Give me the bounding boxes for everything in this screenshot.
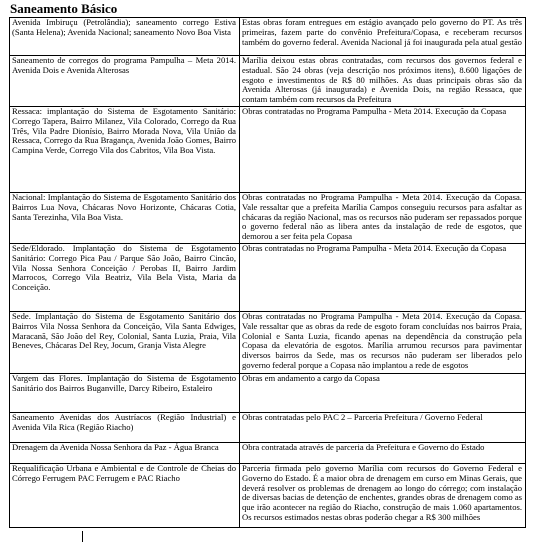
status-cell: Obras contratadas no Programa Pampulha - Meta 2014. Execução da Copasa — [240, 244, 526, 312]
project-cell: Vargem das Flores. Implantação do Sistema de Esgotamento Sanitário dos Bairros Buganville, Darcy Ribeiro, Estaleiro — [10, 374, 240, 413]
project-cell: Ressaca: implantação do Sistema de Esgotamento Sanitário: Corrego Tapera, Bairro Milanez, Vila Colorado, Corrego da Rua Três, Vila Padre Dionísio, Bairro Morada Nova, Vila União da Ressaca, Corrego da Rua Bragança, Avenida João Gomes, Bairro Campina Verde, Corrego Vila dos Cabritos, Vila Boa Vista. — [10, 107, 240, 193]
text-cursor — [82, 531, 83, 542]
status-cell: Obras contratadas no Programa Pampulha - Meta 2014. Execução da Copasa. Vale ressaltar que a prefeita Marília Campos conseguiu recursos para asfaltar as chácaras da região Nacional, mas os recursos não puderam ser repassados porque o governo federal não as libera antes da instalação de rede de esgotos, que demorou a ser feita pela Copasa — [240, 193, 526, 244]
project-cell: Drenagem da Avenida Nossa Senhora da Paz - Água Branca — [10, 443, 240, 464]
status-cell: Parceria firmada pelo governo Marília com recursos do Governo Federal e Governo do Estado. É a maior obra de drenagem em curso em Minas Gerais, que deverá resolver os problemas de drenagem ao longo do córrego; com instalação de diversas bacias de detenção de enchentes, grandes obras de drenagem como as que irão acontecer na região do Riacho, construção de mais 1.060 apartamentos. Os recursos estimados nestas obras poderão chegar a R$ 300 milhões — [240, 464, 526, 528]
table-row — [10, 374, 526, 413]
table-row — [10, 193, 526, 244]
project-cell: Avenida Imbiruçu (Petrolândia); saneamento corrego Estiva (Santa Helena); Avenida Nacional; saneamento Novo Boa Vista — [10, 18, 240, 56]
project-cell: Nacional: Implantação do Sistema de Esgotamento Sanitário dos Bairros Lua Nova, Chácaras Novo Horizonte, Chácaras Cotia, Santa Terezinha, Vila Boa Vista. — [10, 193, 240, 244]
status-cell: Marília deixou estas obras contratadas, com recursos dos governos federal e estadual. São 24 obras (veja descrição nos próximos itens), 8.600 ligações de esgoto e investimentos de R$ 80 milhões. As duas principais obras são da Avenida Alterosas (já inaugurada) e Avenida Dois, na região Ressaca, que contam também com recursos da Prefeitura — [240, 56, 526, 107]
table-row — [10, 464, 526, 528]
table-row — [10, 56, 526, 107]
table-row — [10, 18, 526, 56]
status-cell: Estas obras foram entregues em estágio avançado pelo governo do PT. As três primeiras, fazem parte do convênio Prefeitura/Copasa, e receberam recursos também do governo federal. Avenida Nacional já foi inaugurada pela atual gestão — [240, 18, 526, 56]
project-cell: Requalificação Urbana e Ambiental e de Controle de Cheias do Córrego Ferrugem PAC Ferrugem e PAC Riacho — [10, 464, 240, 528]
table-row — [10, 244, 526, 312]
table-row — [10, 443, 526, 464]
table-row — [10, 413, 526, 443]
status-cell: Obras em andamento a cargo da Copasa — [240, 374, 526, 413]
status-cell: Obras contratadas no Programa Pampulha - Meta 2014. Execução da Copasa. Vale ressaltar que as obras da rede de esgoto foram concluídas nos bairros Praia, Colonial e Santa Luzia, ficando apenas na dependência da construção pela Copasa da elevatória de esgotos. Marília arrumou recursos para pavimentar diversos bairros da Sede, mas os recursos não puderam ser liberados pelo governo federal porque a Copasa não implantou a rede de esgotos — [240, 312, 526, 374]
project-cell: Saneamento Avenidas dos Austríacos (Região Industrial) e Avenida Vila Rica (Região Riacho) — [10, 413, 240, 443]
project-cell: Sede/Eldorado. Implantação do Sistema de Esgotamento Sanitário: Corrego Pica Pau / Parque São João, Bairro Cincão, Vila Nossa Senhora Conceição / Perobas II, Bairro Jardim Marrocos, Corrego Vila Beatriz, Vila Bela Vista, Maria da Conceição. — [10, 244, 240, 312]
status-cell: Obras contratadas pelo PAC 2 – Parceria Prefeitura / Governo Federal — [240, 413, 526, 443]
table-row — [10, 312, 526, 374]
status-cell: Obra contratada através de parceria da Prefeitura e Governo do Estado — [240, 443, 526, 464]
project-cell: Saneamento de corregos do programa Pampulha – Meta 2014. Avenida Dois e Avenida Alterosas — [10, 56, 240, 107]
works-table — [9, 17, 526, 528]
project-cell: Sede. Implantação do Sistema de Esgotamento Sanitário dos Bairros Vila Nossa Senhora da Conceição, Vila Santa Edwiges, Maracanã, São João del Rey, Colonial, Santa Luzia, Praia, Vila Beneves, Chácaras Del Rey, Jocum, Granja Vista Alegre — [10, 312, 240, 374]
status-cell: Obras contratadas no Programa Pampulha - Meta 2014. Execução da Copasa — [240, 107, 526, 193]
section-heading: Saneamento Básico — [10, 1, 118, 16]
table-row — [10, 107, 526, 193]
